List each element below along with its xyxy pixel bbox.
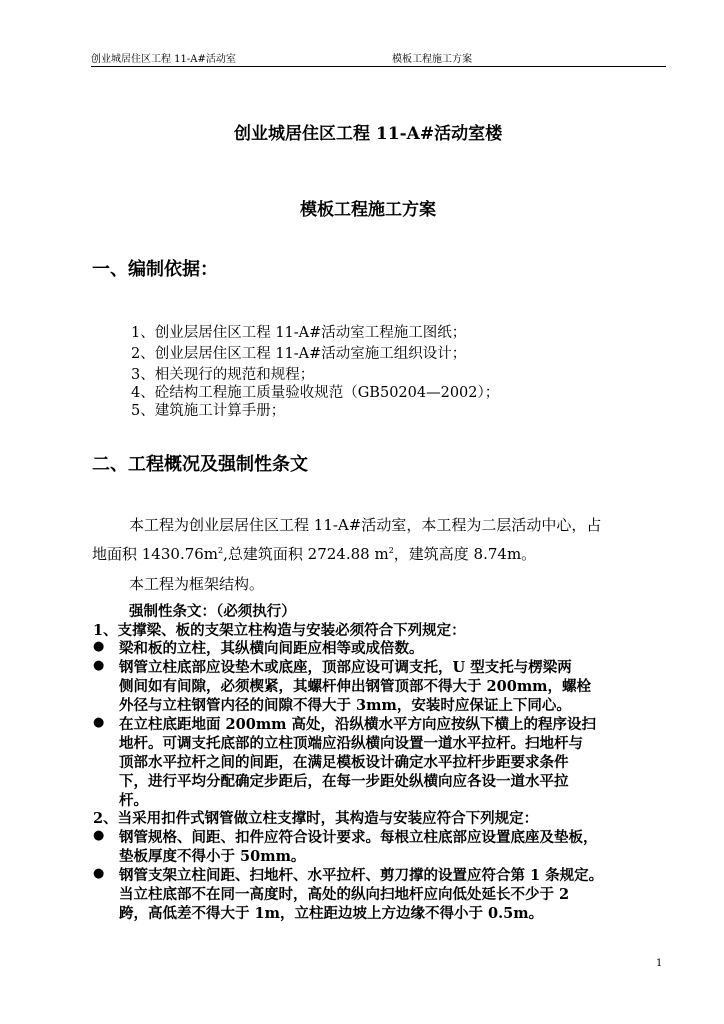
- rule2-bullet1-line: 钢管规格、间距、扣件应符合设计要求。每根立柱底部应设置底座及垫板，: [119, 829, 598, 846]
- header-right: 模板工程施工方案: [392, 54, 472, 65]
- reference-item: 4、砼结构工程施工质量验收规范（GB50204—2002）；: [131, 385, 500, 401]
- bullet-icon: ●: [93, 866, 105, 881]
- rule1-bullet3-line: 在立柱底距地面 200mm 高处，沿纵横水平方向应按纵下横上的程序设扫: [119, 716, 597, 733]
- rule2-bullet1-line: 垫板厚度不得小于 50mm。: [119, 848, 306, 865]
- bullet-icon: ●: [93, 639, 105, 654]
- rule1-bullet1: 梁和板的立柱，其纵横向间距应相等或成倍数。: [119, 640, 424, 657]
- rule2-bullet2-line: 钢管支架立柱间距、扫地杆、水平拉杆、剪刀撑的设置应符合第 1 条规定。: [119, 867, 604, 884]
- total-area-unit-sup: 2: [388, 546, 394, 555]
- document-subtitle: 模板工程施工方案: [300, 200, 436, 220]
- site-area-unit-sup: 2: [218, 546, 224, 555]
- rule2-title: 2、当采用扣件式钢管做立柱支撑时，其构造与安装应符合下列规定：: [93, 810, 539, 827]
- header-left: 创业城居住区工程 11-A#活动室: [91, 54, 236, 65]
- document-title: 创业城居住区工程 11-A#活动室楼: [234, 124, 503, 144]
- overview-paragraph-line1: 本工程为创业层居住区工程 11-A#活动室，本工程为二层活动中心，占: [129, 516, 602, 534]
- overview-paragraph-line2: [92, 543, 536, 564]
- reference-item: 3、相关现行的规范和规程；: [131, 367, 315, 383]
- total-area-text: ,总建筑面积 2724.88 m: [223, 545, 389, 563]
- bullet-icon: ●: [93, 715, 105, 730]
- mandatory-label: 强制性条文：（必须执行）: [129, 603, 296, 620]
- section1-heading: 一、编制依据：: [92, 259, 218, 280]
- reference-item: 5、建筑施工计算手册；: [131, 403, 286, 419]
- rule1-bullet3-line: 下，进行平均分配确定步距后，在每一步距处纵横向应各设一道水平拉: [119, 773, 569, 790]
- height-text: ，建筑高度 8.74m。: [393, 545, 537, 563]
- rule1-bullet2-line: 外径与立柱钢管内径的间隙不得大于 3mm，安装时应保证上下同心。: [119, 697, 571, 714]
- rule1-bullet2-line: 侧间如有间隙，必须楔紧，其螺杆伸出钢管顶部不得大于 200mm，螺栓: [119, 678, 591, 695]
- rule1-bullet3-line: 顶部水平拉杆之间的间距，在满足模板设计确定水平拉杆步距要求条件: [119, 754, 569, 771]
- rule2-bullet2-line: 跨，高低差不得大于 1m，立柱距边坡上方边缘不得小于 0.5m。: [119, 905, 544, 922]
- rule2-bullet2-line: 当立柱底部不在同一高度时，高处的纵向扫地杆应向低处延长不少于 2: [119, 886, 570, 903]
- rule1-bullet3-line: 杆。: [119, 792, 148, 809]
- rule1-bullet3-line: 地杆。可调支托底部的立柱顶端应沿纵横向设置一道水平拉杆。扫地杆与: [119, 735, 583, 752]
- reference-item: 1、创业层居住区工程 11-A#活动室工程施工图纸；: [131, 325, 467, 341]
- header-divider: [91, 66, 666, 67]
- reference-item: 2、创业层居住区工程 11-A#活动室施工组织设计；: [131, 346, 467, 362]
- bullet-icon: ●: [93, 658, 105, 673]
- page-number: 1: [656, 958, 663, 969]
- site-area-text: 地面积 1430.76m: [92, 545, 219, 563]
- rule1-title: 1、支撑梁、板的支架立柱构造与安装必须符合下列规定：: [93, 622, 466, 639]
- structure-paragraph: 本工程为框架结构。: [129, 575, 265, 593]
- rule1-bullet2-line: 钢管立柱底部应设垫木或底座，顶部应设可调支托，U 型支托与楞梁两: [119, 659, 572, 676]
- bullet-icon: ●: [93, 828, 105, 843]
- section2-heading: 二、工程概况及强制性条文: [92, 454, 308, 475]
